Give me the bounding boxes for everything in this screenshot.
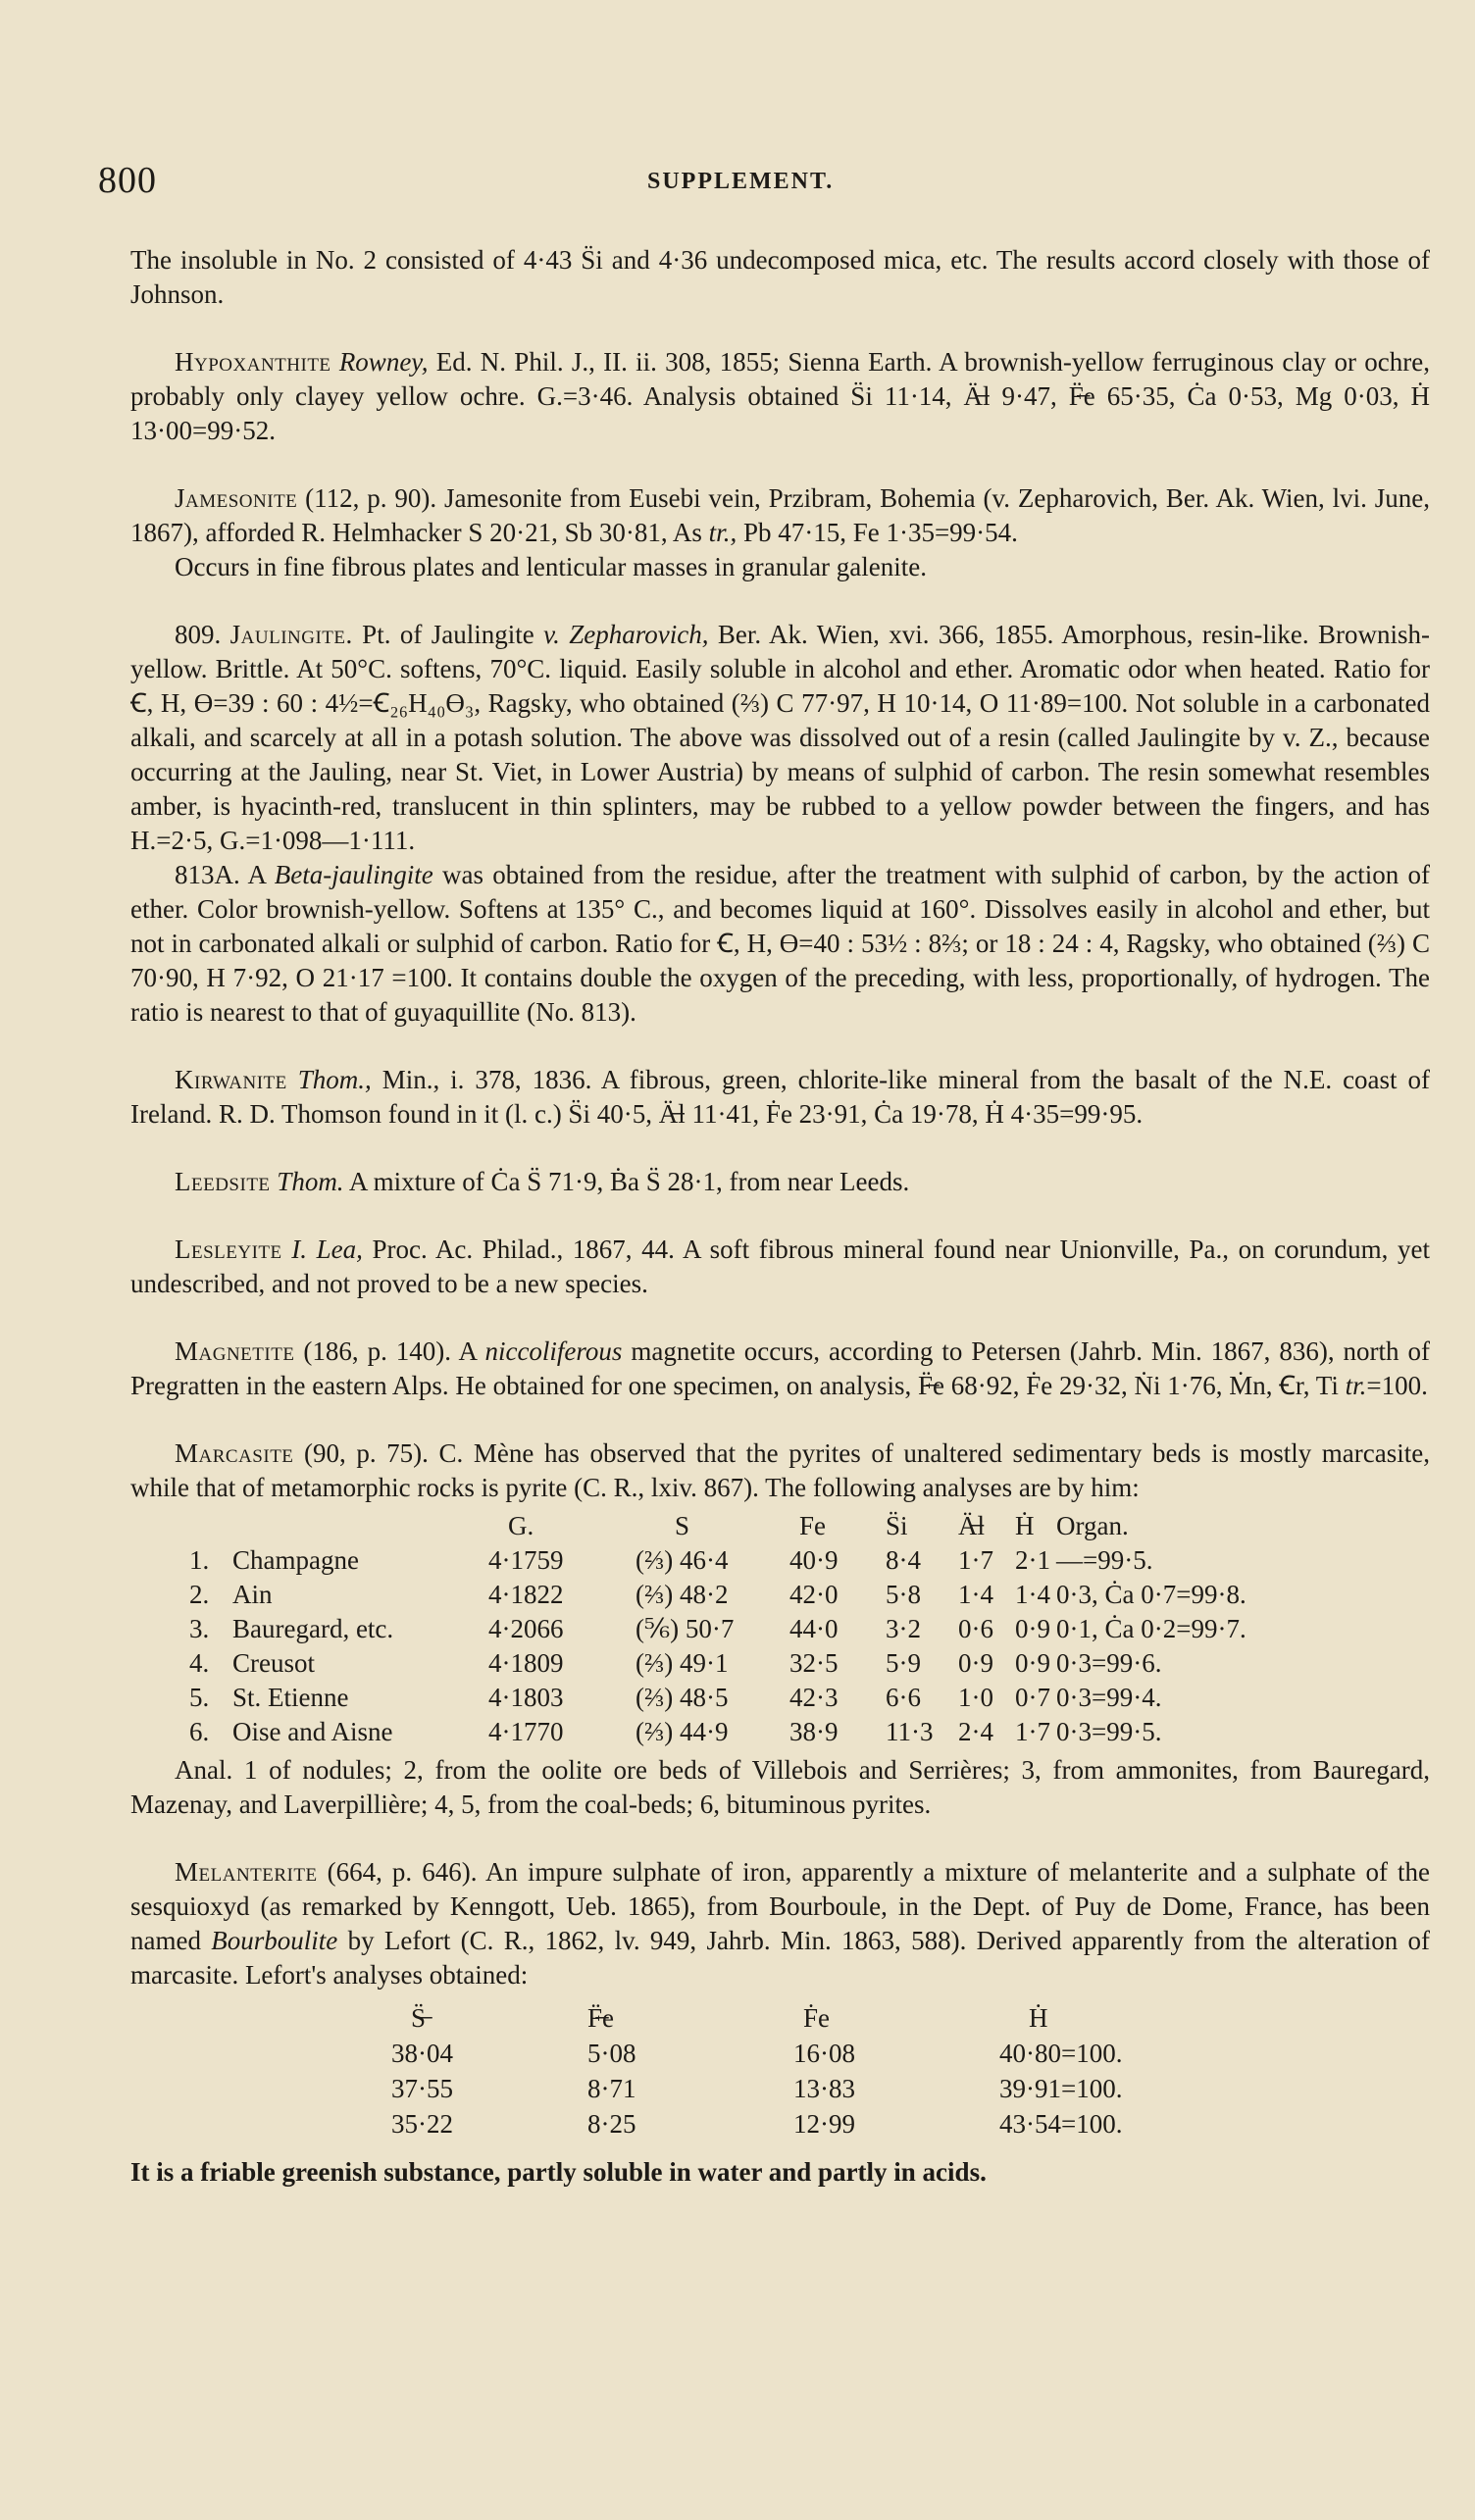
- table-header-row: [189, 1509, 1350, 1543]
- table-cell: 1·4: [958, 1580, 993, 1609]
- entry-leedsite: [130, 1165, 1430, 1199]
- table-row: [189, 1646, 1350, 1681]
- mineral-name: Magnetite: [175, 1336, 295, 1366]
- column-header: Fe: [799, 1511, 826, 1540]
- column-header: Ä̶l: [958, 1511, 985, 1540]
- table-cell: —=99·5.: [1056, 1545, 1153, 1575]
- column-header: Ḣ: [1029, 2003, 1048, 2033]
- emphasis-text: niccoliferous: [484, 1336, 623, 1366]
- entry-text: (664, p. 646). An impure sulphate of iron, apparently a mixture of melanterite and a sulphate of the sesquioxyd (as remarked by Kenngott, Ueb. 1865), from Bourboule, in the Dept. of Puy de Dome, France, has been named: [130, 1857, 1430, 1955]
- table-cell: 37·55: [391, 2074, 453, 2103]
- page-content: [130, 243, 1430, 2190]
- table-row: [189, 1578, 1350, 1612]
- table-cell: Creusot: [232, 1648, 315, 1678]
- table-cell: 4·1822: [488, 1580, 564, 1609]
- table-cell: 4·1770: [488, 1717, 564, 1746]
- table-cell: 16·08: [793, 2039, 855, 2068]
- entry-number: 809.: [175, 620, 222, 649]
- table-cell: 42·0: [789, 1580, 839, 1609]
- entry-jamesonite-note: Occurs in fine fibrous plates and lenticular masses in granular galenite.: [175, 552, 927, 581]
- paragraph-analyses-note: Anal. 1 of nodules; 2, from the oolite ore beds of Villebois and Serrières; 3, from ammonites, from Bauregard, Mazenay, and Laverpillière; 4, 5, from the coal-beds; 6, bituminous pyrites.: [130, 1755, 1430, 1819]
- table-cell: (⅔) 48·2: [636, 1580, 729, 1609]
- entry-number: 813A. A: [175, 860, 275, 889]
- table-cell: Bauregard, etc.: [232, 1614, 394, 1643]
- table-cell: 38·04: [391, 2039, 453, 2068]
- marcasite-analyses-table: [189, 1509, 1350, 1749]
- table-cell: 40·9: [789, 1545, 839, 1575]
- entry-text: Ber. Ak. Wien, xvi. 366, 1855. Amorphous, resin-like. Brownish-yellow. Brittle. At 50°C. softens, 70°C. liquid. Easily soluble in alcohol and ether. Aromatic odor when heated. Ratio for Ꞓ, H, Ɵ=39 : 60 : 4½=Ꞓ₂₆H₄₀Ɵ₃, Ragsky, who obtained (⅔) C 77·97, H 10·14, O 11·89=100. Not soluble in a carbonated alkali, and scarcely at all in a potash solution. The above was dissolved out of a resin (called Jaulingite by v. Z., because occurring at the Jauling, near St. Viet, in Lower Austria) by means of sulphid of carbon. The resin somewhat resembles amber, is hyacinth-red, translucent in thin splinters, may be rubbed to a yellow powder between the fingers, and has H.=2·5, G.=1·098—1·111.: [130, 620, 1430, 855]
- table-cell: 0·6: [958, 1614, 993, 1643]
- table-cell: 11·3: [886, 1717, 934, 1746]
- entry-text: was obtained from the residue, after the treatment with sulphid of carbon, by the action of ether. Color brownish-yellow. Softens at 135° C., and becomes liquid at 160°. Dissolves easily in alcohol and ether, but not in carbonated alkali or sulphid of carbon. Ratio for Ꞓ, H, Ɵ=40 : 53½ : 8⅔; or 18 : 24 : 4, Ragsky, who obtained (⅔) C 70·90, H 7·92, O 21·17 =100. It contains double the oxygen of the preceding, with less, proportionally, of hydrogen. The ratio is nearest to that of guyaquillite (No. 813).: [130, 860, 1430, 1027]
- table-cell: 3·2: [886, 1614, 921, 1643]
- table-cell: 4·1803: [488, 1683, 564, 1712]
- table-cell: 0·3=99·4.: [1056, 1683, 1162, 1712]
- column-header: S̈i: [886, 1511, 908, 1540]
- mineral-name: Bourboulite: [211, 1926, 338, 1955]
- mineral-name: Melanterite: [175, 1857, 318, 1887]
- table-cell: (⅔) 46·4: [636, 1545, 729, 1575]
- table-cell: 42·3: [789, 1683, 839, 1712]
- table-cell: 4·2066: [488, 1614, 564, 1643]
- trace-mark: tr.,: [708, 518, 738, 547]
- table-cell: (⅔) 48·5: [636, 1683, 729, 1712]
- melanterite-analyses-table: [391, 2000, 1245, 2142]
- entry-text: Proc. Ac. Philad., 1867, 44. A soft fibrous mineral found near Unionville, Pa., on corundum, yet undescribed, and not proved to be a new species.: [130, 1235, 1430, 1298]
- table-cell: Ain: [232, 1580, 273, 1609]
- running-head: SUPPLEMENT.: [647, 169, 835, 194]
- author-name: Thom.: [277, 1167, 344, 1196]
- column-header: S̶̈: [411, 2003, 427, 2033]
- column-header: F̶̈e: [587, 2003, 614, 2033]
- entry-jaulingite: [130, 618, 1430, 858]
- table-cell: 0·9: [958, 1648, 993, 1678]
- table-cell: 35·22: [391, 2109, 453, 2139]
- paragraph-closing: It is a friable greenish substance, partly soluble in water and partly in acids.: [130, 2157, 987, 2187]
- table-cell: 5.: [189, 1683, 210, 1712]
- table-row: [391, 2106, 1245, 2142]
- entry-text: (186, p. 140). A: [294, 1336, 485, 1366]
- table-cell: 1·4: [1015, 1580, 1050, 1609]
- entry-text: magnetite occurs, according to Petersen (Jahrb. Min. 1867, 836), north of Pregratten in the eastern Alps. He obtained for one specimen, on analysis, F̶̈e 68·92, Ḟe 29·32, Ṅi 1·76, Ṁn, Ꞓr, Ti: [130, 1336, 1430, 1400]
- table-cell: 4.: [189, 1648, 210, 1678]
- table-cell: 0·7: [1015, 1683, 1050, 1712]
- table-cell: 0·3, Ċa 0·7=99·8.: [1056, 1580, 1246, 1609]
- table-cell: 8·71: [587, 2074, 636, 2103]
- table-row: [189, 1612, 1350, 1646]
- table-cell: 5·9: [886, 1648, 921, 1678]
- table-cell: 44·0: [789, 1614, 839, 1643]
- trace-mark: tr.: [1345, 1371, 1367, 1400]
- table-cell: 3.: [189, 1614, 210, 1643]
- page-number: 800: [98, 160, 157, 201]
- table-cell: 2·1: [1015, 1545, 1050, 1575]
- column-header: Ḟe: [803, 2003, 830, 2033]
- entry-text: Min., i. 378, 1836. A fibrous, green, chlorite-like mineral from the basalt of the N.E. coast of Ireland. R. D. Thomson found in it (l. c.) S̈i 40·5, Ä̶l 11·41, Ḟe 23·91, Ċa 19·78, Ḣ 4·35=99·95.: [130, 1065, 1430, 1129]
- table-cell: 5·08: [587, 2039, 636, 2068]
- table-cell: 1·7: [1015, 1717, 1050, 1746]
- table-cell: 4·1759: [488, 1545, 564, 1575]
- table-row: [189, 1543, 1350, 1578]
- entry-text: Pb 47·15, Fe 1·35=99·54.: [737, 518, 1018, 547]
- table-row: [391, 2071, 1245, 2106]
- column-header: S: [675, 1511, 690, 1540]
- table-cell: 6·6: [886, 1683, 921, 1712]
- table-cell: 0·3=99·5.: [1056, 1717, 1162, 1746]
- table-cell: 0·9: [1015, 1648, 1050, 1678]
- entry-marcasite: [130, 1436, 1430, 1505]
- mineral-name: Jaulingite.: [229, 620, 353, 649]
- entry-jamesonite: [130, 481, 1430, 550]
- table-cell: 13·83: [793, 2074, 855, 2103]
- table-cell: 1·7: [958, 1545, 993, 1575]
- table-cell: Champagne: [232, 1545, 359, 1575]
- table-cell: 12·99: [793, 2109, 855, 2139]
- table-row: [391, 2036, 1245, 2071]
- table-row: [189, 1681, 1350, 1715]
- entry-text: Pt. of Jaulingite: [352, 620, 544, 649]
- entry-hypoxanthite: [130, 345, 1430, 448]
- table-cell: 4·1809: [488, 1648, 564, 1678]
- mineral-name: Leedsite: [175, 1167, 271, 1196]
- entry-text: Ed. N. Phil. J., II. ii. 308, 1855; Sienna Earth. A brownish-yellow ferruginous clay or ochre, probably only clayey yellow ochre. G.=3·46. Analysis obtained S̈i 11·14, Ä̶l 9·47, F̶̈e 65·35, Ċa 0·53, Mg 0·03, Ḣ 13·00=99·52.: [130, 347, 1431, 445]
- author-name: I. Lea,: [291, 1235, 363, 1264]
- table-cell: 1.: [189, 1545, 210, 1575]
- mineral-name: Hypoxanthite: [175, 347, 331, 377]
- entry-text: =100.: [1366, 1371, 1428, 1400]
- table-cell: 39·91=100.: [999, 2074, 1123, 2103]
- table-cell: 8·4: [886, 1545, 921, 1575]
- page-header: [98, 159, 1393, 208]
- entry-melanterite: [130, 1855, 1430, 1992]
- table-cell: (⅔) 49·1: [636, 1648, 729, 1678]
- table-cell: Oise and Aisne: [232, 1717, 393, 1746]
- table-cell: 2.: [189, 1580, 210, 1609]
- table-cell: 40·80=100.: [999, 2039, 1123, 2068]
- table-cell: (⅔) 44·9: [636, 1717, 729, 1746]
- table-cell: 0·3=99·6.: [1056, 1648, 1162, 1678]
- table-header-row: [391, 2000, 1245, 2036]
- entry-text: A mixture of Ċa S̈ 71·9, Ḃa S̈ 28·1, from near Leeds.: [343, 1167, 910, 1196]
- entry-text: by Lefort (C. R., 1862, lv. 949, Jahrb. Min. 1863, 588). Derived apparently from the alteration of marcasite. Lefort's analyses obtained:: [130, 1926, 1430, 1990]
- mineral-name: Beta-jaulingite: [274, 860, 433, 889]
- entry-lesleyite: [130, 1233, 1430, 1301]
- mineral-name: Jamesonite: [175, 483, 298, 513]
- column-header: G.: [508, 1511, 534, 1540]
- column-header: Organ.: [1056, 1511, 1129, 1540]
- table-cell: 0·9: [1015, 1614, 1050, 1643]
- table-cell: 5·8: [886, 1580, 921, 1609]
- table-cell: 0·1, Ċa 0·2=99·7.: [1056, 1614, 1246, 1643]
- entry-magnetite: [130, 1335, 1430, 1403]
- table-cell: 38·9: [789, 1717, 839, 1746]
- table-cell: (⅚) 50·7: [636, 1614, 735, 1643]
- table-cell: 43·54=100.: [999, 2109, 1123, 2139]
- table-row: [189, 1715, 1350, 1749]
- mineral-name: Kirwanite: [175, 1065, 287, 1094]
- entry-text: (90, p. 75). C. Mène has observed that the pyrites of unaltered sedimentary beds is mostly marcasite, while that of metamorphic rocks is pyrite (C. R., lxiv. 867). The following analyses are by him:: [130, 1438, 1430, 1502]
- author-name: Rowney,: [338, 347, 429, 377]
- entry-text: (112, p. 90). Jamesonite from Eusebi vein, Przibram, Bohemia (v. Zepharovich, Ber. Ak. Wien, lvi. June, 1867), afforded R. Helmhacker S 20·21, Sb 30·81, As: [130, 483, 1430, 547]
- entry-beta-jaulingite: [130, 858, 1430, 1030]
- author-name: Thom.,: [297, 1065, 372, 1094]
- table-cell: 6.: [189, 1717, 210, 1746]
- mineral-name: Lesleyite: [175, 1235, 282, 1264]
- author-name: v. Zepharovich,: [543, 620, 709, 649]
- table-cell: St. Etienne: [232, 1683, 349, 1712]
- table-cell: 2·4: [958, 1717, 993, 1746]
- table-cell: 8·25: [587, 2109, 636, 2139]
- entry-kirwanite: [130, 1063, 1430, 1132]
- table-cell: 32·5: [789, 1648, 839, 1678]
- table-cell: 1·0: [958, 1683, 993, 1712]
- mineral-name: Marcasite: [175, 1438, 294, 1468]
- paragraph-insoluble: The insoluble in No. 2 consisted of 4·43 S̈i and 4·36 undecomposed mica, etc. The results accord closely with those of Johnson.: [130, 245, 1430, 309]
- column-header: Ḣ: [1015, 1511, 1035, 1540]
